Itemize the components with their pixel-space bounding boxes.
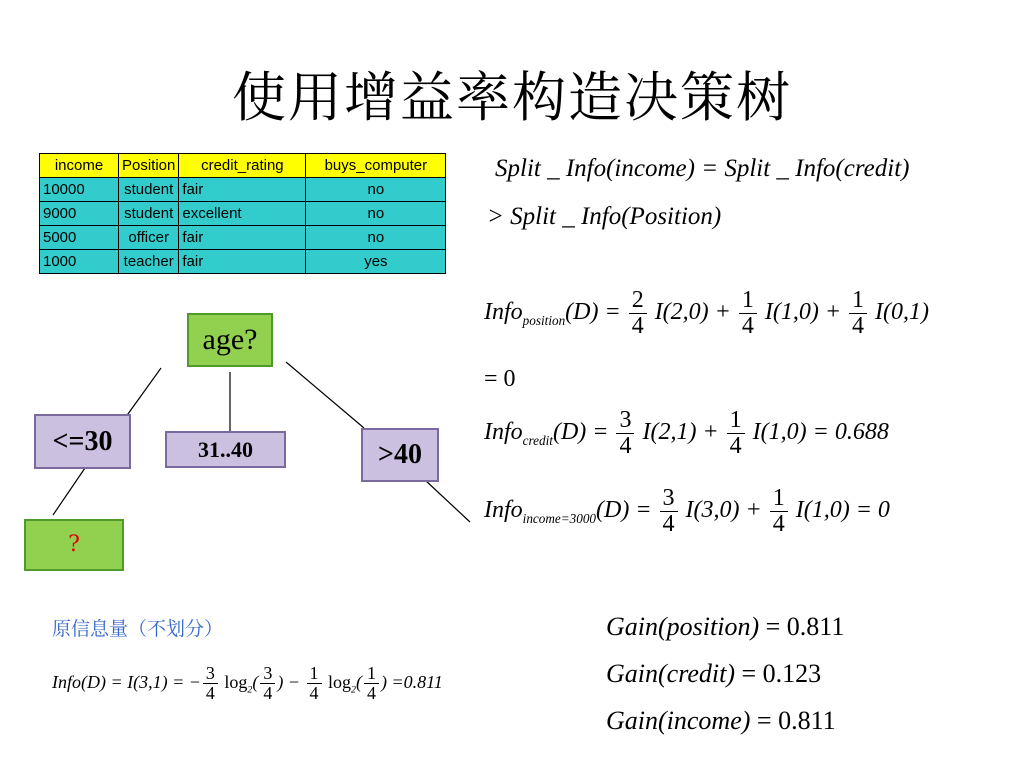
gain-value: 0.811 — [778, 706, 836, 735]
original-info-label: 原信息量（不划分） — [52, 618, 224, 640]
gain-position: Gain(position) = 0.811 — [606, 612, 845, 641]
table-cell: teacher — [119, 250, 179, 274]
table-cell: 9000 — [40, 202, 119, 226]
table-cell: officer — [119, 226, 179, 250]
table-cell: 5000 — [40, 226, 119, 250]
table-cell: fair — [179, 226, 306, 250]
info-income-formula — [484, 486, 890, 537]
info-position-formula — [484, 288, 929, 339]
table-header: buys_computer — [306, 154, 446, 178]
table-header: Position — [119, 154, 179, 178]
page-title: 使用增益率构造决策树 — [232, 66, 792, 129]
table-cell: 10000 — [40, 178, 119, 202]
gain-label: Gain(income) — [606, 706, 751, 735]
formula-text: Info$_{position}$(D) = $\frac{2}{4}$ I(2,0) + $\frac{1}{4}$ I(1,0) + $\frac{1}{4}$ I(0,1) — [484, 287, 930, 340]
tree-edge — [286, 362, 364, 428]
gain-value: 0.811 — [786, 612, 845, 641]
table-cell: fair — [179, 178, 306, 202]
tree-node-middle: 31..40 — [165, 431, 286, 468]
tree-node-right: >40 — [361, 428, 439, 482]
tree-edge — [425, 480, 470, 522]
table-cell: fair — [179, 250, 306, 274]
table-cell: excellent — [179, 202, 306, 226]
gain-credit: Gain(credit) = 0.123 — [606, 659, 822, 688]
formula-text: Info(D) = I(3,1) = − $\frac{3}{4}$ $\log_2$( $\frac{3}{4}$ ) − $\frac{1}{4}$ $\log_2$( $\frac{1}{4}$ ) =0.811 — [52, 663, 443, 703]
info-credit-formula — [484, 408, 889, 459]
table-cell: 1000 — [40, 250, 119, 274]
gain-value: 0.123 — [762, 659, 822, 688]
table-cell: no — [306, 226, 446, 250]
formula-text: Info$_{credit}$(D) = $\frac{3}{4}$ I(2,1) + $\frac{1}{4}$ I(1,0) = 0.688 — [484, 407, 889, 460]
table-header: income — [40, 154, 119, 178]
info-position-result: = 0 — [484, 366, 516, 392]
table-header: credit_rating — [179, 154, 306, 178]
table-cell: no — [306, 178, 446, 202]
split-info-line1: Split _ Info(income) = Split _ Info(credit) — [495, 155, 910, 182]
tree-edge — [53, 468, 85, 515]
info-d-formula — [52, 664, 443, 703]
gain-label: Gain(credit) — [606, 659, 735, 688]
split-info-line2: > Split _ Info(Position) — [487, 203, 722, 230]
table-cell: no — [306, 202, 446, 226]
gain-label: Gain(position) — [606, 612, 760, 641]
formula-text: Info$_{income=3000}$(D) = $\frac{3}{4}$ I(3,0) + $\frac{1}{4}$ I(1,0) = 0 — [484, 485, 890, 538]
tree-leaf-unknown: ? — [24, 519, 124, 571]
table-cell: student — [119, 178, 179, 202]
tree-root-node: age? — [187, 313, 273, 367]
gain-income: Gain(income) = 0.811 — [606, 706, 836, 735]
tree-node-left: <=30 — [34, 414, 131, 469]
table-cell: student — [119, 202, 179, 226]
table-cell: yes — [306, 250, 446, 274]
